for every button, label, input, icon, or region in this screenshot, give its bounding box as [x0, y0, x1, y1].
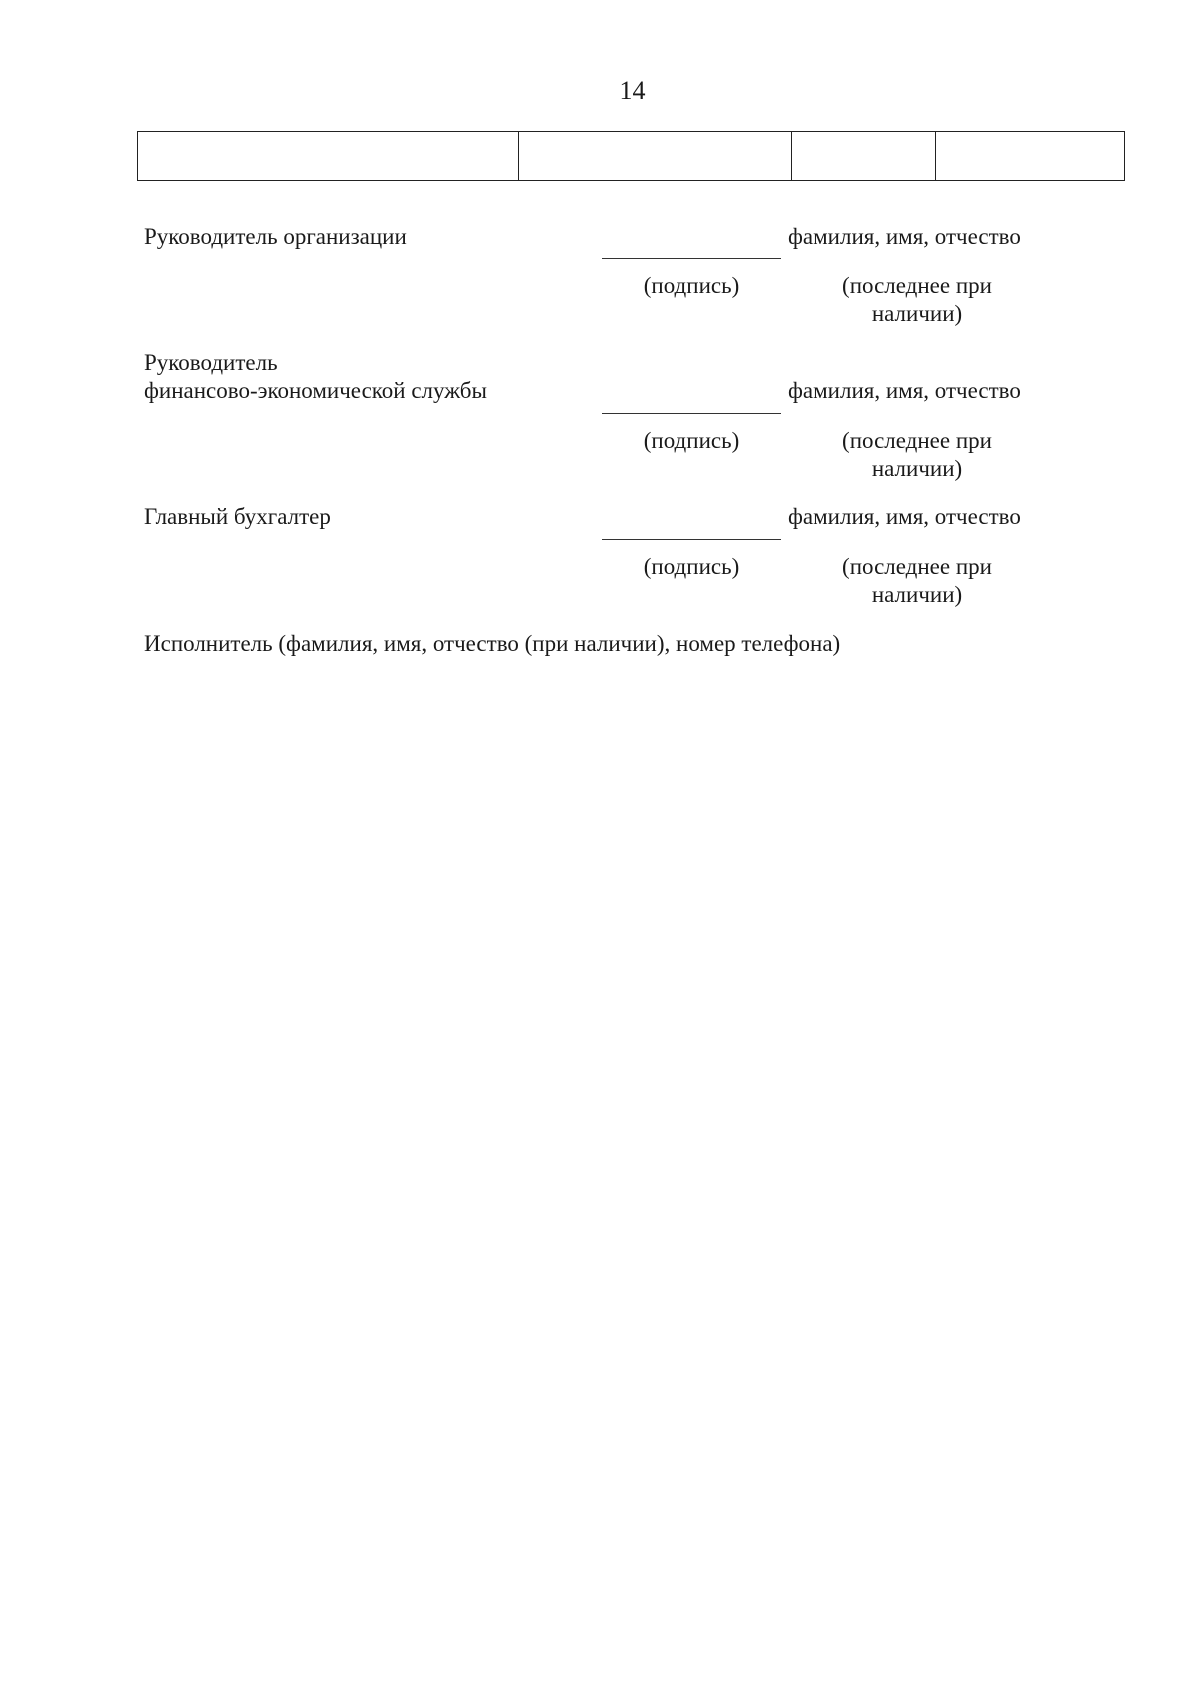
signature-caption: (подпись) [643, 273, 740, 298]
signature-caption: (подпись) [643, 428, 740, 453]
name-caption-line2: наличии) [871, 456, 963, 481]
name-caption-line1: (последнее при [842, 273, 992, 298]
name-caption-line1: (последнее при [842, 428, 992, 453]
executor-line: Исполнитель (фамилия, имя, отчество (при наличии), номер телефона) [144, 631, 841, 656]
name-caption-line1: (последнее при [842, 554, 992, 579]
signature-line [602, 258, 781, 259]
table-cell [138, 132, 519, 181]
role-label-chief-accountant: Главный бухгалтер [144, 504, 331, 529]
name-label: фамилия, имя, отчество [788, 224, 1021, 249]
signature-line [602, 539, 781, 540]
name-label: фамилия, имя, отчество [788, 378, 1021, 403]
name-caption-line2: наличии) [871, 301, 963, 326]
empty-table [137, 131, 1125, 181]
signature-caption: (подпись) [643, 554, 740, 579]
role-label-finance-line1: Руководитель [144, 350, 278, 375]
role-label-finance-line2: финансово-экономической службы [144, 378, 487, 403]
signature-line [602, 413, 781, 414]
page-number: 14 [619, 76, 646, 105]
table-row [138, 132, 1125, 181]
name-caption-line2: наличии) [871, 582, 963, 607]
name-label: фамилия, имя, отчество [788, 504, 1021, 529]
table-cell [519, 132, 792, 181]
table-cell [792, 132, 936, 181]
table-cell [936, 132, 1125, 181]
role-label-head: Руководитель организации [144, 224, 407, 249]
